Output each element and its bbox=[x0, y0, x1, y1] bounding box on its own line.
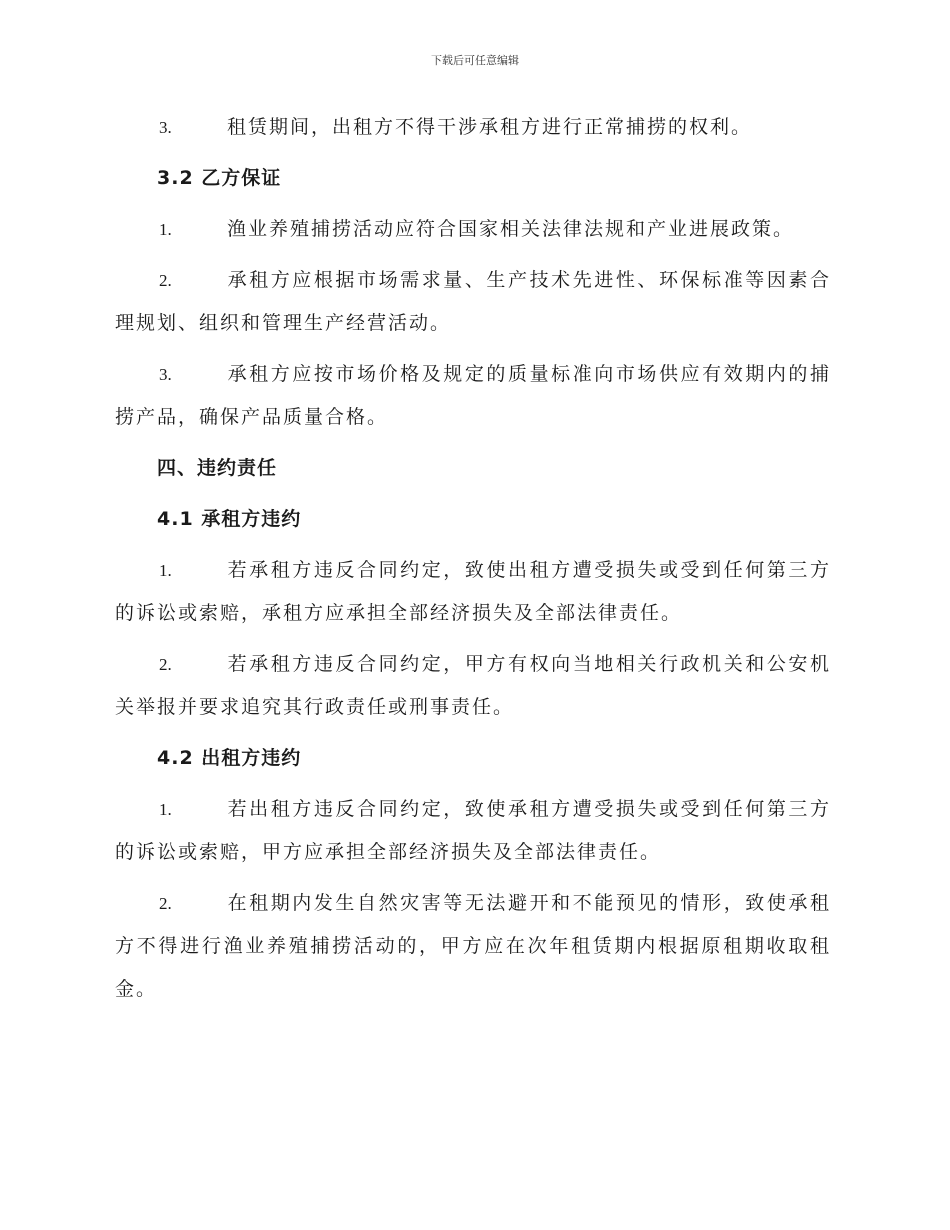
clause-paragraph bbox=[115, 788, 831, 874]
clause-paragraph bbox=[115, 549, 831, 635]
clause-text: 承租方应按市场价格及规定的质量标准向市场供应有效期内的捕捞产品，确保产品质量合格。 bbox=[115, 363, 831, 428]
clause-number: 1. bbox=[159, 800, 172, 819]
document-body bbox=[115, 106, 831, 1011]
clause-text: 渔业养殖捕捞活动应符合国家相关法律法规和产业进展政策。 bbox=[227, 218, 795, 240]
clause-text: 租赁期间，出租方不得干涉承租方进行正常捕捞的权利。 bbox=[227, 116, 753, 138]
clause-paragraph bbox=[115, 208, 831, 251]
page-header: 下载后可任意编辑 bbox=[431, 54, 519, 67]
clause-paragraph bbox=[115, 882, 831, 1011]
clause-paragraph bbox=[115, 353, 831, 439]
clause-paragraph bbox=[115, 106, 831, 149]
section-heading: 3.2 乙方保证 bbox=[157, 167, 282, 189]
clause-paragraph bbox=[115, 259, 831, 345]
clause-text: 若承租方违反合同约定，致使出租方遭受损失或受到任何第三方的诉讼或索赔，承租方应承担全部经济损失及全部法律责任。 bbox=[115, 559, 831, 624]
clause-number: 1. bbox=[159, 561, 172, 580]
clause-number: 3. bbox=[159, 118, 172, 137]
clause-paragraph bbox=[115, 643, 831, 729]
clause-text: 若出租方违反合同约定，致使承租方遭受损失或受到任何第三方的诉讼或索赔，甲方应承担全部经济损失及全部法律责任。 bbox=[115, 798, 831, 863]
clause-number: 2. bbox=[159, 655, 172, 674]
chapter-heading: 四、违约责任 bbox=[157, 457, 278, 479]
clause-text: 承租方应根据市场需求量、生产技术先进性、环保标准等因素合理规划、组织和管理生产经营活动。 bbox=[115, 269, 831, 334]
clause-number: 1. bbox=[159, 220, 172, 239]
clause-text: 若承租方违反合同约定，甲方有权向当地相关行政机关和公安机关举报并要求追究其行政责任或刑事责任。 bbox=[115, 653, 831, 718]
section-heading: 4.1 承租方违约 bbox=[157, 508, 302, 530]
clause-number: 2. bbox=[159, 271, 172, 290]
clause-number: 3. bbox=[159, 365, 172, 384]
clause-text: 在租期内发生自然灾害等无法避开和不能预见的情形，致使承租方不得进行渔业养殖捕捞活动的，甲方应在次年租赁期内根据原租期收取租金。 bbox=[115, 892, 831, 1000]
section-heading: 4.2 出租方违约 bbox=[157, 747, 302, 769]
clause-number: 2. bbox=[159, 894, 172, 913]
